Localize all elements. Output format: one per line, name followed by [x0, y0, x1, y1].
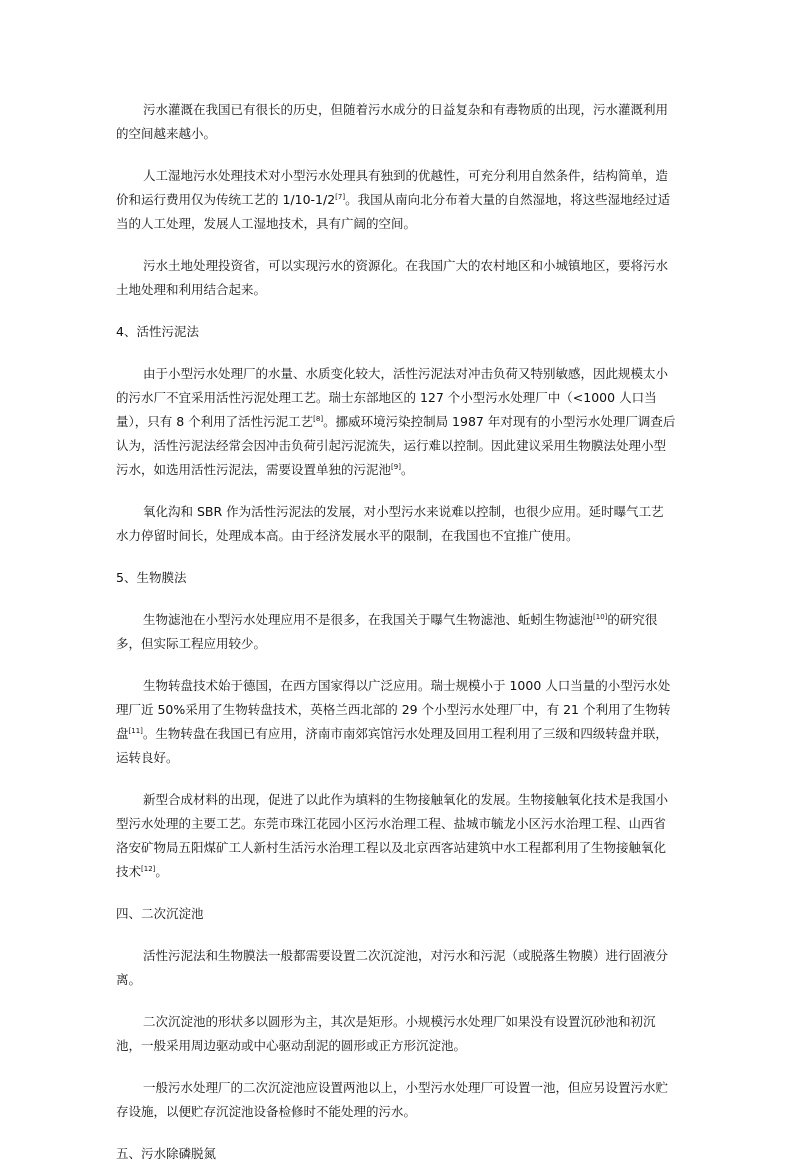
paragraph-spacer	[116, 1058, 676, 1076]
text-run: 4、活性污泥法	[116, 324, 199, 339]
text-run: 污水灌溉在我国已有很长的历史，但随着污水成分的日益复杂和有毒物质的出现，污水灌溉利用的空间越来越小。	[116, 102, 669, 141]
paragraph-spacer	[116, 656, 676, 674]
body-paragraph	[116, 500, 676, 548]
body-paragraph	[116, 1010, 676, 1058]
body-paragraph	[116, 944, 676, 992]
body-paragraph	[116, 1076, 676, 1124]
paragraph-spacer	[116, 146, 676, 164]
body-paragraph	[116, 164, 676, 236]
document-body	[116, 98, 676, 1166]
text-run: 污水土地处理投资省，可以实现污水的资源化。在我国广大的农村地区和小城镇地区，要将污水土地处理和利用结合起来。	[116, 258, 669, 297]
text-run: 人工湿地污水处理技术对小型污水处理具有独到的优越性，可充分利用自然条件，结构简单，造价和运行费用仅为传统工艺的 1/10-1/2	[116, 168, 669, 207]
body-paragraph	[116, 254, 676, 302]
citation-reference: [10]	[593, 613, 608, 621]
text-run: 。生物转盘在我国已有应用，济南市南郊宾馆污水处理及回用工程利用了三级和四级转盘并联，运转良好。	[116, 726, 668, 765]
body-paragraph	[116, 98, 676, 146]
paragraph-spacer	[116, 482, 676, 500]
paragraph-spacer	[116, 1124, 676, 1142]
paragraph-spacer	[116, 344, 676, 362]
text-run: 。	[400, 462, 414, 477]
section-heading	[116, 320, 676, 344]
paragraph-spacer	[116, 992, 676, 1010]
text-run: 。	[155, 864, 168, 879]
citation-reference: [12]	[141, 865, 156, 873]
section-heading	[116, 1142, 676, 1166]
body-paragraph	[116, 362, 676, 482]
paragraph-spacer	[116, 770, 676, 788]
paragraph-spacer	[116, 884, 676, 902]
paragraph-spacer	[116, 302, 676, 320]
text-run: 5、生物膜法	[116, 570, 187, 585]
text-run: 五、污水除磷脱氮	[116, 1146, 217, 1161]
text-run: 二次沉淀池的形状多以圆形为主，其次是矩形。小规模污水处理厂如果没有设置沉砂池和初沉池，一般采用周边驱动或中心驱动刮泥的圆形或正方形沉淀池。	[116, 1014, 656, 1053]
text-run: 生物转盘技术始于德国，在西方国家得以广泛应用。瑞士规模小于 1000 人口当量的小型污水处理厂近 50%采用了生物转盘技术，英格兰西北部的 29 个小型污水处理厂中，有 21 个利用了生物转盘	[116, 678, 671, 741]
text-run: 由于小型污水处理厂的水量、水质变化较大，活性污泥法对冲击负荷又特别敏感，因此规模太小的污水厂不宜采用活性污泥处理工艺。瑞士东部地区的 127 个小型污水处理厂中（<1000 人口当量），只有 8 个利用了活性污泥工艺	[116, 366, 669, 429]
paragraph-spacer	[116, 926, 676, 944]
text-run: 一般污水处理厂的二次沉淀池应设置两池以上，小型污水处理厂可设置一池，但应另设置污水贮存设施，以便贮存沉淀池设备检修时不能处理的污水。	[116, 1080, 669, 1119]
citation-reference: [8]	[313, 415, 324, 423]
text-run: 生物滤池在小型污水处理应用不是很多，在我国关于曝气生物滤池、蚯蚓生物滤池	[143, 612, 594, 627]
section-heading	[116, 902, 676, 926]
body-paragraph	[116, 674, 676, 770]
paragraph-spacer	[116, 590, 676, 608]
text-run: 活性污泥法和生物膜法一般都需要设置二次沉淀池，对污水和污泥（或脱落生物膜）进行固液分离。	[116, 948, 669, 987]
citation-reference: [11]	[128, 727, 143, 735]
text-run: 。我国从南向北分布着大量的自然湿地，将这些湿地经过适当的人工处理，发展人工湿地技术，具有广阔的空间。	[116, 192, 671, 231]
citation-reference: [9]	[391, 463, 401, 471]
text-run: 四、二次沉淀池	[116, 906, 204, 921]
text-run: 。挪威环境污染控制局 1987 年对现有的小型污水处理厂调查后认为，活性污泥法经常会因冲击负荷引起污泥流失，运行难以控制。因此建议采用生物膜法处理小型污水，如选用活性污泥法，需要设置单独的污泥池	[116, 414, 676, 477]
citation-reference: [7]	[335, 193, 346, 201]
text-run: 的研究很多，但实际工程应用较少。	[116, 612, 658, 651]
text-run: 氧化沟和 SBR 作为活性污泥法的发展，对小型污水来说难以控制，也很少应用。延时曝气工艺水力停留时间长，处理成本高。由于经济发展水平的限制，在我国也不宜推广使用。	[116, 504, 664, 543]
body-paragraph	[116, 788, 676, 884]
section-heading	[116, 566, 676, 590]
text-run: 新型合成材料的出现，促进了以此作为填料的生物接触氧化的发展。生物接触氧化技术是我国小型污水处理的主要工艺。东莞市珠江花园小区污水治理工程、盐城市毓龙小区污水治理工程、山西省洛安矿物局五阳煤矿工人新村生活污水治理工程以及北京西客站建筑中水工程都利用了生物接触氧化技术	[116, 792, 669, 879]
paragraph-spacer	[116, 548, 676, 566]
paragraph-spacer	[116, 236, 676, 254]
body-paragraph	[116, 608, 676, 656]
